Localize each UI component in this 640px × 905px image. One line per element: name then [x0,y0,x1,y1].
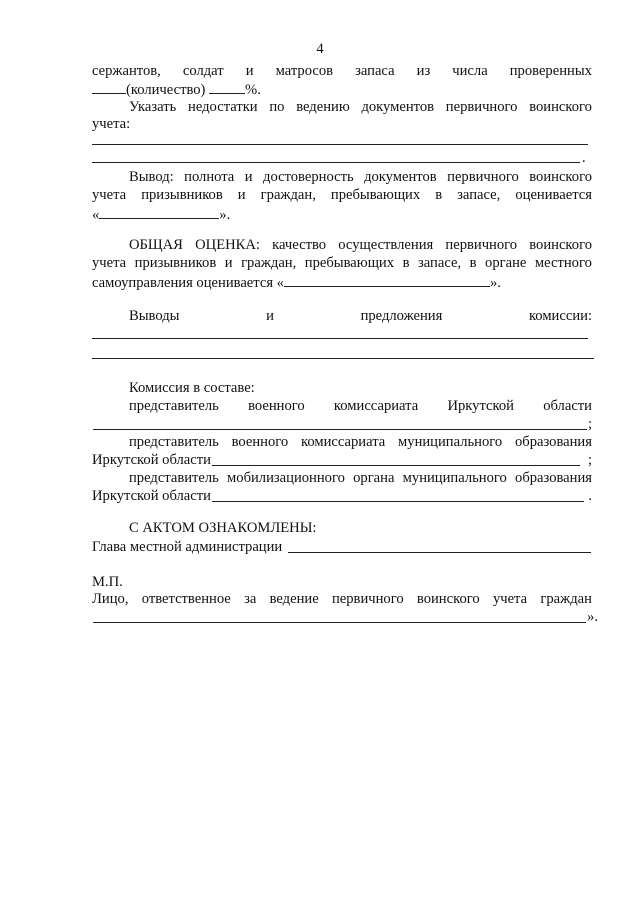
page-number: 4 [316,41,324,57]
s5-blank-line-1[interactable] [92,338,588,339]
s7-resp-blank[interactable] [93,609,586,623]
word: и [266,308,274,324]
word: солдат [182,63,224,79]
s6-rep1-blank[interactable] [93,416,587,430]
word: документов [364,169,437,185]
s1-percent-sign: %. [245,82,261,98]
s7-heading: С АКТОМ ОЗНАКОМЛЕНЫ: [129,520,317,536]
word: воинского [529,237,592,253]
word: сержантов, [92,63,161,79]
word: осуществления [338,237,434,253]
s4-line3-start: самоуправления оценивается « [92,275,284,291]
word: из [416,63,431,79]
word: области [543,398,592,414]
s3-line2 [92,187,592,204]
s1-line1 [92,63,592,80]
word: полнота [184,169,235,185]
word: представитель [129,398,219,414]
word: ведению [296,99,350,115]
word: в [469,255,477,271]
s3-rating-blank[interactable] [99,205,219,219]
s6-rep2-label: Иркутской области [92,452,211,468]
word: воинского [416,591,480,607]
word: Вывод: [129,169,174,185]
word: воинского [529,99,592,115]
word: комиссии: [528,308,592,324]
s5-blank-line-2[interactable] [92,358,594,359]
word: Иркутской [447,398,514,414]
word: первичного [445,99,518,115]
s5-line1 [129,308,592,325]
word: граждан, [241,255,297,271]
word: и [245,63,254,79]
s4-line1 [129,237,592,254]
word: комиссариата [333,398,419,414]
s1-count-label: (количество) [126,82,206,98]
s3-close-quote: ». [219,207,231,223]
word: местного [534,255,592,271]
word: пребывающих [304,255,395,271]
word: призывников [141,187,223,203]
word: предложения [360,308,443,324]
word: призывников [134,255,217,271]
word: граждан, [260,187,316,203]
word: ведение [269,591,319,607]
s7-head-line [92,539,592,556]
word: пребывающих [330,187,421,203]
word: матросов [275,63,334,79]
s2-end-mark: . [582,150,586,166]
word: и [244,169,253,185]
word: комиссариата [300,434,386,450]
s6-rep3-blank[interactable] [212,488,584,502]
word: ОБЩАЯ [129,237,183,253]
s1-line2 [92,80,261,99]
word: документов [361,99,435,115]
s3-line1 [129,169,592,186]
word: органа [353,470,395,486]
s6-rep3-line1 [129,470,592,487]
word: муниципального [398,434,503,450]
word: Указать [129,99,177,115]
word: в [402,255,410,271]
s3-line3 [92,205,230,224]
word: достоверность [263,169,354,185]
word: первичного [331,591,404,607]
s2-blank-line-1[interactable] [92,144,588,145]
s6-heading: Комиссия в составе: [129,380,255,396]
word: за [244,591,257,607]
word: ОЦЕНКА: [195,237,260,253]
s6-rep3-line2 [92,488,592,505]
s3-open-quote: « [92,207,100,223]
s6-rep2-line2 [92,452,592,469]
word: и [237,187,246,203]
word: и [224,255,233,271]
word: военного [231,434,289,450]
word: учета [492,591,528,607]
s6-rep1-line1 [129,398,592,415]
word: представитель [129,470,219,486]
s2-line1 [129,99,592,116]
s1-percent-blank[interactable] [209,80,245,94]
s4-line3-end: ». [489,275,501,291]
word: воинского [529,169,592,185]
s7-stamp-mark: М.П. [92,574,123,590]
word: муниципального [402,470,507,486]
word: по [269,99,285,115]
s6-rep2-end: ; [587,452,592,468]
word: числа [452,63,488,79]
s6-rep2-blank[interactable] [212,452,580,466]
word: органе [485,255,527,271]
word: ответственное [141,591,231,607]
s6-rep2-line1 [129,434,592,451]
s4-rating-blank[interactable] [284,273,490,287]
s6-rep3-label: Иркутской области [92,488,211,504]
word: недостатки [188,99,258,115]
word: образования [515,470,592,486]
s2-line2: учета: [92,116,131,132]
s7-resp-line1 [92,591,592,608]
word: образования [514,434,592,450]
word: первичного [447,169,519,185]
word: первичного [445,237,518,253]
word: военного [248,398,305,414]
word: в [435,187,443,203]
word: качество [272,237,327,253]
word: мобилизационного [227,470,345,486]
word: Лицо, [92,591,129,607]
s7-resp-line2 [92,609,598,626]
s7-resp-end: ». [587,609,598,625]
s2-blank-line-2[interactable] [92,162,580,163]
word: оценивается [515,187,592,203]
s4-line2 [92,255,592,272]
word: Выводы [129,308,180,324]
s4-line3 [92,273,501,292]
word: проверенных [509,63,592,79]
word: представитель [129,434,219,450]
word: запасе, [457,187,501,203]
word: запасе, [417,255,462,271]
s1-count-blank[interactable] [92,80,126,94]
word: граждан [540,591,592,607]
word: учета [92,187,127,203]
word: запаса [355,63,395,79]
s6-rep1-end: ; [587,416,592,432]
s7-head-label: Глава местной администрации [92,539,283,555]
s6-rep3-end: . [588,488,592,504]
s7-head-signature-blank[interactable] [288,539,591,553]
word: учета [92,255,127,271]
s6-rep1-line2 [92,416,592,433]
